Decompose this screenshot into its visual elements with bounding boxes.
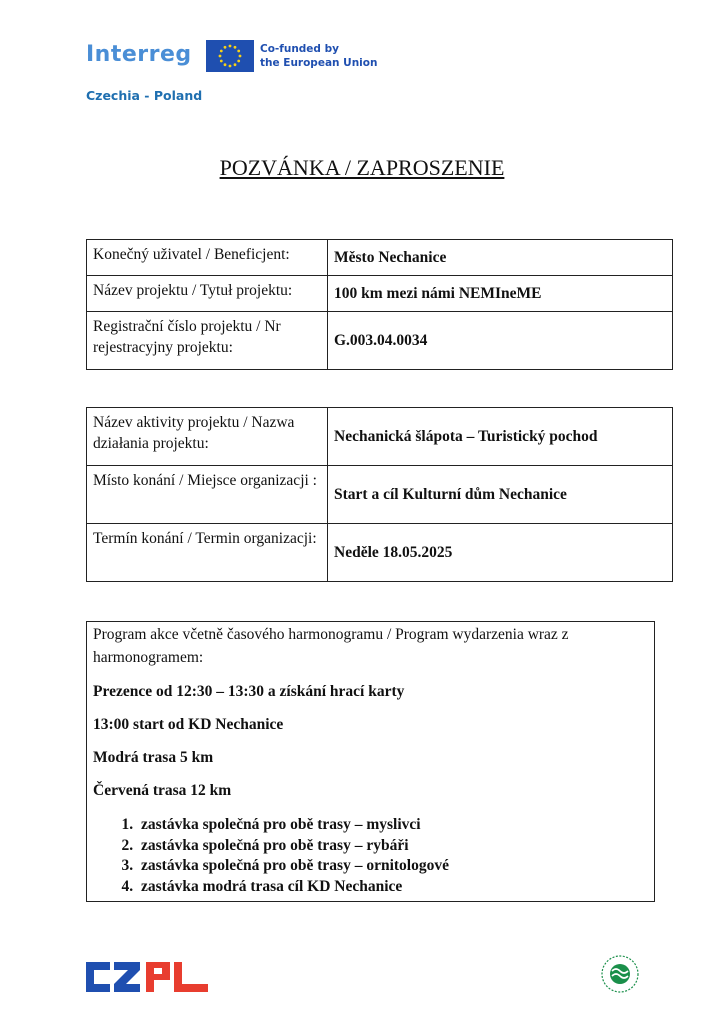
row-label: Termín konání / Termin organizacji: (87, 524, 328, 582)
program-line: Prezence od 12:30 – 13:30 a získání hrací karty (93, 683, 405, 700)
activity-info-table (86, 407, 673, 582)
table-row (87, 276, 673, 312)
table-row (87, 240, 673, 276)
list-item: 3. zastávka společná pro obě trasy – ornitologové (137, 856, 648, 877)
document-title: POZVÁNKA / ZAPROSZENIE (219, 155, 505, 180)
table-row (87, 312, 673, 370)
program-line: 13:00 start od KD Nechanice (93, 716, 284, 733)
row-label: Konečný uživatel / Beneficjent: (87, 240, 328, 276)
list-item: 4. zastávka modrá trasa cíl KD Nechanice (137, 877, 648, 898)
table-row (87, 524, 673, 582)
czpl-logo (86, 962, 208, 992)
cofunded-line1: Co-funded by (260, 43, 339, 55)
eu-flag-icon (206, 40, 254, 72)
row-value: Nechanická šlápota – Turistický pochod (328, 408, 673, 466)
row-label: Název aktivity projektu / Nazwa działania projektu: (87, 408, 328, 466)
program-line: Modrá trasa 5 km (93, 749, 214, 766)
row-value: G.003.04.0034 (328, 312, 673, 370)
row-label: Název projektu / Tytuł projektu: (87, 276, 328, 312)
cofunded-line2: the European Union (260, 57, 378, 69)
euroregion-glacensis-logo (600, 954, 640, 994)
interreg-wordmark: Interreg (86, 42, 192, 67)
table-row (87, 466, 673, 524)
program-box (86, 621, 655, 902)
stops-list (93, 815, 648, 897)
table-row (87, 408, 673, 466)
region-label: Czechia - Poland (86, 88, 203, 103)
row-value: Neděle 18.05.2025 (328, 524, 673, 582)
project-info-table (86, 239, 673, 370)
row-value: 100 km mezi námi NEMIneME (328, 276, 673, 312)
cofunded-text (260, 42, 377, 70)
program-line: Červená trasa 12 km (93, 782, 232, 799)
row-label: Registrační číslo projektu / Nr rejestracyjny projektu: (87, 312, 328, 370)
interreg-logo (86, 38, 386, 108)
list-item: 1. zastávka společná pro obě trasy – myslivci (137, 815, 648, 836)
list-item: 2. zastávka společná pro obě trasy – rybáři (137, 836, 648, 857)
row-value: Start a cíl Kulturní dům Nechanice (328, 466, 673, 524)
row-value: Město Nechanice (328, 240, 673, 276)
program-intro: Program akce včetně časového harmonogramu / Program wydarzenia wraz z harmonogramem: (93, 626, 569, 666)
row-label: Místo konání / Miejsce organizacji : (87, 466, 328, 524)
